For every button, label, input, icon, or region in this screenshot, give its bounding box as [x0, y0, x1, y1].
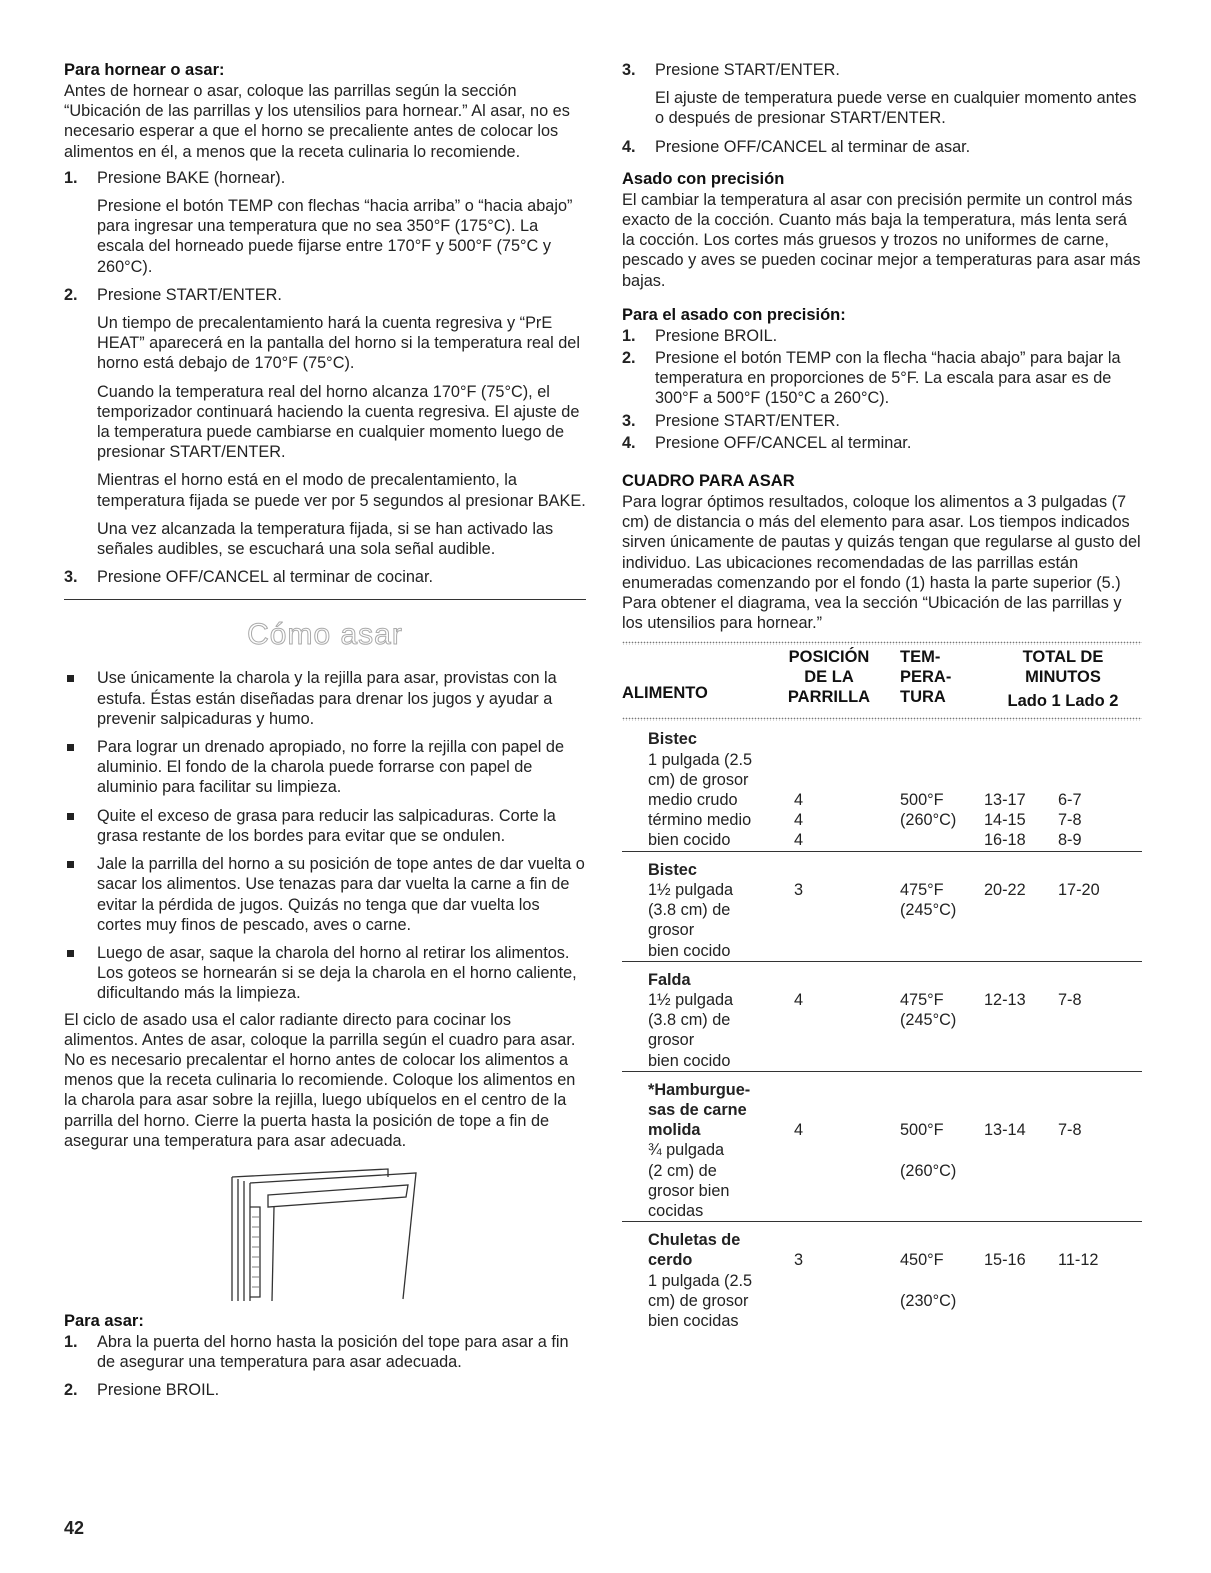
side1-minutes: 13-14 — [984, 1121, 1026, 1140]
food-cell: cm) de grosor — [648, 1291, 749, 1310]
side1-minutes: 16-18 — [984, 831, 1026, 850]
side1-minutes — [984, 941, 1058, 962]
header-temp-line3: TURA — [900, 688, 946, 707]
table-row — [622, 1311, 1142, 1331]
rack-position: 4 — [794, 990, 804, 1009]
side1-minutes — [984, 1010, 1058, 1030]
left-column — [64, 60, 586, 1401]
empty-cell — [1058, 860, 1142, 880]
table-row — [622, 1161, 1142, 1181]
side2-minutes — [1058, 1271, 1142, 1291]
side2-minutes: 7-8 — [1058, 1121, 1082, 1140]
list-item — [64, 854, 586, 935]
step-number: 4. — [622, 433, 636, 452]
food-title: molida — [648, 1121, 701, 1140]
side2-minutes: 11-12 — [1058, 1251, 1099, 1270]
table-row — [622, 941, 1142, 962]
food-cell: bien cocido — [648, 941, 731, 960]
step-number: 1. — [64, 1332, 78, 1351]
step-note: Mientras el horno está en el modo de precalentamiento, la temperatura fijada se puede ver por 5 segundos al presionar BAKE. — [97, 471, 586, 510]
step-number: 2. — [64, 1381, 78, 1400]
empty-cell — [884, 860, 984, 880]
empty-cell — [1058, 1080, 1142, 1100]
food-cell: grosor — [648, 1031, 695, 1050]
list-item — [64, 806, 586, 846]
page-number: 42 — [64, 1518, 85, 1538]
table-header-rule — [622, 711, 1142, 729]
broil-steps — [64, 1332, 586, 1401]
precision-step — [622, 433, 1142, 453]
header-side2: Lado 2 — [1065, 692, 1119, 711]
temperature: 450°F — [900, 1251, 944, 1270]
empty-cell — [884, 1230, 984, 1250]
side2-minutes — [1058, 1010, 1142, 1030]
food-cell: 1½ pulgada — [648, 990, 734, 1009]
step-text: Presione BROIL. — [655, 326, 778, 345]
bullet-icon — [67, 861, 74, 868]
side1-minutes: 20-22 — [984, 880, 1026, 899]
food-cell: grosor bien — [648, 1181, 730, 1200]
side1-minutes: 15-16 — [984, 1251, 1026, 1270]
side2-minutes — [1058, 1201, 1142, 1222]
food-title: sas de carne — [648, 1100, 747, 1119]
empty-cell — [884, 1100, 984, 1120]
empty-cell — [1058, 729, 1142, 749]
precision-step — [622, 326, 1142, 346]
step-note: El ajuste de temperatura puede verse en cualquier momento antes o después de presionar START/ENTER. — [655, 89, 1137, 128]
table-row — [622, 750, 1142, 770]
oven-door-illustration — [228, 1167, 428, 1305]
rack-position — [774, 1161, 884, 1181]
step-text: Presione START/ENTER. — [655, 411, 840, 430]
rack-position — [774, 1311, 884, 1331]
empty-cell — [984, 1230, 1058, 1250]
table-row — [622, 1080, 1142, 1100]
rack-position — [774, 1181, 884, 1201]
side2-minutes — [1058, 900, 1142, 920]
header-total — [984, 645, 1142, 711]
step-number: 3. — [622, 411, 636, 430]
side1-minutes: 13-17 — [984, 791, 1026, 810]
temperature — [884, 830, 984, 851]
group-divider — [622, 1071, 1142, 1080]
empty-cell — [884, 970, 984, 990]
side2-minutes — [1058, 1311, 1142, 1331]
header-sides — [984, 691, 1142, 711]
group-divider — [622, 1222, 1142, 1231]
header-rack-line1: POSICIÓN — [788, 648, 870, 667]
rack-position — [774, 1201, 884, 1222]
rack-position — [774, 1051, 884, 1072]
empty-cell — [984, 970, 1058, 990]
temperature — [884, 941, 984, 962]
step-number: 3. — [622, 61, 636, 79]
empty-cell — [774, 860, 884, 880]
temperature: 500°F — [900, 791, 944, 810]
food-cell: 1 pulgada (2.5 — [648, 1271, 753, 1290]
food-cell: 1½ pulgada — [648, 880, 734, 899]
side2-minutes: 6-7 — [1058, 791, 1082, 810]
header-rack — [774, 645, 884, 711]
side1-minutes — [984, 1051, 1058, 1072]
temperature — [884, 1030, 984, 1050]
table-row — [622, 990, 1142, 1010]
side1-minutes — [984, 1291, 1058, 1311]
table-row — [622, 790, 1142, 810]
food-cell: cm) de grosor — [648, 770, 749, 789]
rack-position — [774, 1291, 884, 1311]
broil-intro: El ciclo de asado usa el calor radiante directo para cocinar los alimentos. Antes de asar, coloque la parrilla según el cuadro para asar. No es necesario precalentar el horno antes de colocar los alimentos a menos que la receta culinaria lo recomiende. Coloque los alimentos en la charola para asar sobre la rejilla, luego ubíquelos en el centro de la parrilla del horno. Cierre la puerta hasta la posición de tope a fin de asegurar una temperatura para asar adecuada. — [64, 1010, 576, 1150]
side1-minutes: 12-13 — [984, 990, 1026, 1009]
side2-minutes: 8-9 — [1058, 831, 1082, 850]
temperature — [884, 1051, 984, 1072]
bake-intro: Antes de hornear o asar, coloque las parrillas según la sección “Ubicación de las parrillas y los utensilios para hornear.” Al asar, no es necesario esperar a que el horno se precaliente antes de colocar los alimentos en él, a menos que la receta culinaria lo recomiende. — [64, 82, 570, 161]
header-food: ALIMENTO — [622, 684, 708, 703]
side2-minutes — [1058, 1051, 1142, 1072]
precision-text: El cambiar la temperatura al asar con precisión permite un control más exacto de la cocción. Cuanto más baja la temperatura, más lenta será la cocción. Los cortes más gruesos y trozos no uniformes de carne, pescado y aves se pueden cocinar mejor a temperaturas para asar más bajas. — [622, 190, 1141, 290]
side1-minutes: 14-15 — [984, 811, 1026, 830]
howto-title: Cómo asar — [247, 618, 403, 652]
temperature: (260°C) — [900, 811, 957, 830]
table-row — [622, 970, 1142, 990]
list-item — [64, 668, 586, 729]
step-number: 2. — [622, 349, 636, 368]
table-row — [622, 1250, 1142, 1270]
empty-cell — [984, 1080, 1058, 1100]
broil-tips — [64, 668, 586, 1003]
rack-position — [774, 1271, 884, 1291]
food-title: Chuletas de — [648, 1231, 741, 1250]
table-row — [622, 1120, 1142, 1140]
side2-minutes: 17-20 — [1058, 880, 1100, 899]
side2-minutes — [1058, 1291, 1142, 1311]
food-cell: término medio — [648, 811, 752, 830]
chart-heading: CUADRO PARA ASAR — [622, 472, 795, 491]
header-temp — [884, 645, 984, 711]
table-row — [622, 860, 1142, 880]
header-total-line2: MINUTOS — [1025, 668, 1101, 687]
table-row — [622, 810, 1142, 830]
temperature — [884, 1201, 984, 1222]
food-cell: medio crudo — [648, 791, 738, 810]
header-total-line1: TOTAL DE — [1022, 648, 1104, 667]
empty-cell — [774, 970, 884, 990]
right-column — [622, 60, 1142, 1331]
side2-minutes — [1058, 750, 1142, 770]
precision-steps — [622, 326, 1142, 453]
side2-minutes — [1058, 770, 1142, 790]
broil-step — [622, 137, 1142, 157]
step-text: Presione OFF/CANCEL al terminar de cocinar. — [97, 568, 433, 587]
table-row — [622, 1100, 1142, 1120]
precision-heading: Asado con precisión — [622, 169, 785, 188]
list-item — [64, 943, 586, 1004]
side1-minutes — [984, 1271, 1058, 1291]
list-item — [64, 737, 586, 798]
food-title: *Hamburgue- — [648, 1080, 751, 1099]
food-cell: cocidas — [648, 1201, 704, 1220]
header-side1: Lado 1 — [1007, 692, 1061, 711]
rack-position — [774, 1030, 884, 1050]
side1-minutes — [984, 770, 1058, 790]
rack-position — [774, 750, 884, 770]
food-title: Bistec — [648, 730, 697, 749]
step-number: 1. — [64, 168, 78, 187]
bullet-text: Quite el exceso de grasa para reducir las salpicaduras. Corte la grasa restante de los bordes para evitar que se ondulen. — [97, 806, 556, 845]
side1-minutes — [984, 1140, 1058, 1160]
oven-door-icon — [228, 1167, 428, 1305]
precision-steps-heading: Para el asado con precisión: — [622, 305, 846, 324]
bullet-text: Use únicamente la charola y la rejilla para asar, provistas con la estufa. Éstas están diseñadas para drenar los jugos y ayudar a prevenir salpicaduras y humo. — [97, 669, 557, 728]
header-rack-line3: PARRILLA — [787, 688, 871, 707]
rack-position — [774, 1010, 884, 1030]
table-row — [622, 1230, 1142, 1250]
empty-cell — [774, 1230, 884, 1250]
empty-cell — [984, 729, 1058, 749]
side1-minutes — [984, 1030, 1058, 1050]
step-note: Un tiempo de precalentamiento hará la cuenta regresiva y “PrE HEAT” aparecerá en la pantalla del horno si la temperatura real del horno está debajo de 170°F (75°C). — [97, 314, 580, 373]
empty-cell — [774, 729, 884, 749]
food-cell: grosor — [648, 921, 695, 940]
table-row — [622, 729, 1142, 749]
food-cell: (3.8 cm) de — [648, 901, 731, 920]
step-number: 1. — [622, 326, 636, 345]
side1-minutes — [984, 1161, 1058, 1181]
table-row — [622, 1140, 1142, 1160]
step-text: Presione BAKE (hornear). — [97, 168, 286, 187]
bullet-icon — [67, 813, 74, 820]
step-text: Abra la puerta del horno hasta la posición del tope para asar a fin de asegurar una temperatura para asar adecuada. — [97, 1332, 569, 1372]
rack-position: 4 — [794, 811, 804, 830]
temperature: (230°C) — [900, 1291, 957, 1310]
food-title: Bistec — [648, 860, 697, 879]
step-number: 3. — [64, 568, 78, 587]
broil-heading: Para asar: — [64, 1311, 144, 1330]
step-note: Presione el botón TEMP con flechas “hacia arriba” o “hacia abajo” para ingresar una temperatura que no sea 350°F (175°C). La escala del horneado puede fijarse entre 170°F y 500°F (75°C y 260°C). — [97, 197, 573, 276]
side1-minutes — [984, 900, 1058, 920]
precision-step — [622, 411, 1142, 431]
bullet-icon — [67, 744, 74, 751]
temperature: 475°F — [900, 990, 944, 1009]
table-row — [622, 1201, 1142, 1222]
rack-position — [774, 1140, 884, 1160]
temperature — [884, 750, 984, 770]
broil-table — [622, 645, 1142, 1331]
table-row — [622, 920, 1142, 940]
food-cell: 1 pulgada (2.5 — [648, 750, 753, 769]
step-number: 2. — [64, 285, 78, 304]
section-divider — [64, 599, 586, 600]
table-row — [622, 880, 1142, 900]
step-note: Una vez alcanzada la temperatura fijada, si se han activado las señales audibles, se escuchará una sola señal audible. — [97, 519, 554, 559]
step-text: Presione el botón TEMP con la flecha “hacia abajo” para bajar la temperatura en proporciones de 5°F. La escala para asar es de 300°F a 500°F (150°C a 260°C). — [655, 349, 1121, 408]
bake-heading: Para hornear o asar: — [64, 61, 225, 79]
empty-cell — [984, 1100, 1058, 1120]
side2-minutes — [1058, 1140, 1142, 1160]
temperature — [884, 920, 984, 940]
rack-position — [774, 770, 884, 790]
group-divider — [622, 961, 1142, 970]
temperature — [884, 1271, 984, 1291]
table-row — [622, 830, 1142, 851]
rack-position: 3 — [794, 880, 804, 899]
temperature: 500°F — [900, 1121, 944, 1140]
table-row — [622, 1051, 1142, 1072]
temperature: 475°F — [900, 880, 944, 899]
bullet-text: Jale la parrilla del horno a su posición de tope antes de dar vuelta o sacar los alimentos. Use tenazas para dar vuelta la carne a fin de evitar la pérdida de jugos. Quizás no tenga que dar vuelta los cortes muy finos de pescado, aves o carne. — [97, 855, 585, 934]
side1-minutes — [984, 750, 1058, 770]
empty-cell — [774, 1080, 884, 1100]
empty-cell — [1058, 1100, 1142, 1120]
bake-steps — [64, 168, 586, 588]
food-cell: (3.8 cm) de — [648, 1011, 731, 1030]
rack-position — [774, 941, 884, 962]
rack-position: 4 — [794, 791, 804, 810]
food-title: Falda — [648, 970, 691, 989]
table-row — [622, 1291, 1142, 1311]
step-number: 4. — [622, 137, 636, 156]
rack-position: 3 — [794, 1251, 804, 1270]
bake-step — [64, 168, 586, 188]
temperature — [884, 770, 984, 790]
empty-cell — [884, 729, 984, 749]
rack-position: 4 — [794, 1121, 804, 1140]
food-cell: bien cocido — [648, 1051, 731, 1070]
side1-minutes — [984, 920, 1058, 940]
empty-cell — [884, 1080, 984, 1100]
empty-cell — [774, 1100, 884, 1120]
table-row — [622, 1010, 1142, 1030]
table-row — [622, 770, 1142, 790]
side2-minutes — [1058, 1030, 1142, 1050]
side2-minutes — [1058, 1181, 1142, 1201]
temperature: (260°C) — [900, 1161, 957, 1180]
food-cell: bien cocidas — [648, 1311, 739, 1330]
header-temp-line1: TEM- — [900, 648, 941, 667]
table-row — [622, 1030, 1142, 1050]
side2-minutes — [1058, 941, 1142, 962]
step-text: Presione START/ENTER. — [655, 61, 840, 79]
bake-step — [64, 567, 586, 587]
bullet-icon — [67, 950, 74, 957]
header-rack-line2: DE LA — [804, 668, 854, 687]
broil-step — [622, 60, 1142, 80]
broil-step — [64, 1332, 586, 1372]
temperature — [884, 1140, 984, 1160]
rack-position: 4 — [794, 831, 804, 850]
bullet-text: Para lograr un drenado apropiado, no forre la rejilla con papel de aluminio. El fondo de la charola puede forrarse con papel de aluminio para facilitar su limpieza. — [97, 738, 565, 797]
empty-cell — [984, 860, 1058, 880]
table-header-row — [622, 645, 1142, 711]
side1-minutes — [984, 1311, 1058, 1331]
table-body — [622, 711, 1142, 1331]
temperature: (245°C) — [900, 1011, 957, 1030]
food-cell: (2 cm) de — [648, 1161, 717, 1180]
step-note: Cuando la temperatura real del horno alcanza 170°F (75°C), el temporizador continuará haciendo la cuenta regresiva. El ajuste de la temperatura puede cambiarse en cualquier momento luego de presionar START/ENTER. — [97, 382, 580, 462]
step-text: Presione START/ENTER. — [97, 285, 282, 304]
side2-minutes: 7-8 — [1058, 811, 1082, 830]
chart-intro: Para lograr óptimos resultados, coloque los alimentos a 3 pulgadas (7 cm) de distancia o más del elemento para asar. Los tiempos indicados sirven únicamente de pautas y quizás tengan que regularse al gusto del individuo. Las ubicaciones recomendadas de las parrillas están enumeradas comenzando por el fondo (1) hasta la parte superior (5.) Para obtener el diagrama, vea la sección “Ubicación de las parrillas y los utensilios para hornear.” — [622, 493, 1141, 633]
rack-position — [774, 900, 884, 920]
side1-minutes — [984, 1201, 1058, 1222]
step-text: Presione OFF/CANCEL al terminar de asar. — [655, 137, 971, 156]
group-divider — [622, 851, 1142, 860]
header-temp-line2: PERA- — [900, 668, 952, 687]
empty-cell — [1058, 970, 1142, 990]
bullet-text: Luego de asar, saque la charola del horno al retirar los alimentos. Los goteos se hornearán si se deja la charola en el horno caliente, dificultando más la limpieza. — [97, 943, 577, 1003]
food-cell: ¾ pulgada — [648, 1141, 725, 1160]
table-row — [622, 1271, 1142, 1291]
side2-minutes — [1058, 920, 1142, 940]
temperature — [884, 1311, 984, 1331]
step-text: Presione OFF/CANCEL al terminar. — [655, 433, 912, 452]
bake-step — [64, 285, 586, 305]
side2-minutes: 7-8 — [1058, 990, 1082, 1009]
side2-minutes — [1058, 1161, 1142, 1181]
broil-step — [64, 1380, 586, 1400]
temperature — [884, 1181, 984, 1201]
empty-cell — [1058, 1230, 1142, 1250]
step-text: Presione BROIL. — [97, 1381, 220, 1400]
bullet-icon — [67, 675, 74, 682]
table-row — [622, 1181, 1142, 1201]
dotted-rule — [622, 717, 1142, 721]
temperature: (245°C) — [900, 901, 957, 920]
side1-minutes — [984, 1181, 1058, 1201]
food-cell: bien cocido — [648, 831, 731, 850]
food-title: cerdo — [648, 1251, 693, 1270]
rack-position — [774, 920, 884, 940]
precision-step — [622, 348, 1142, 409]
table-row — [622, 900, 1142, 920]
